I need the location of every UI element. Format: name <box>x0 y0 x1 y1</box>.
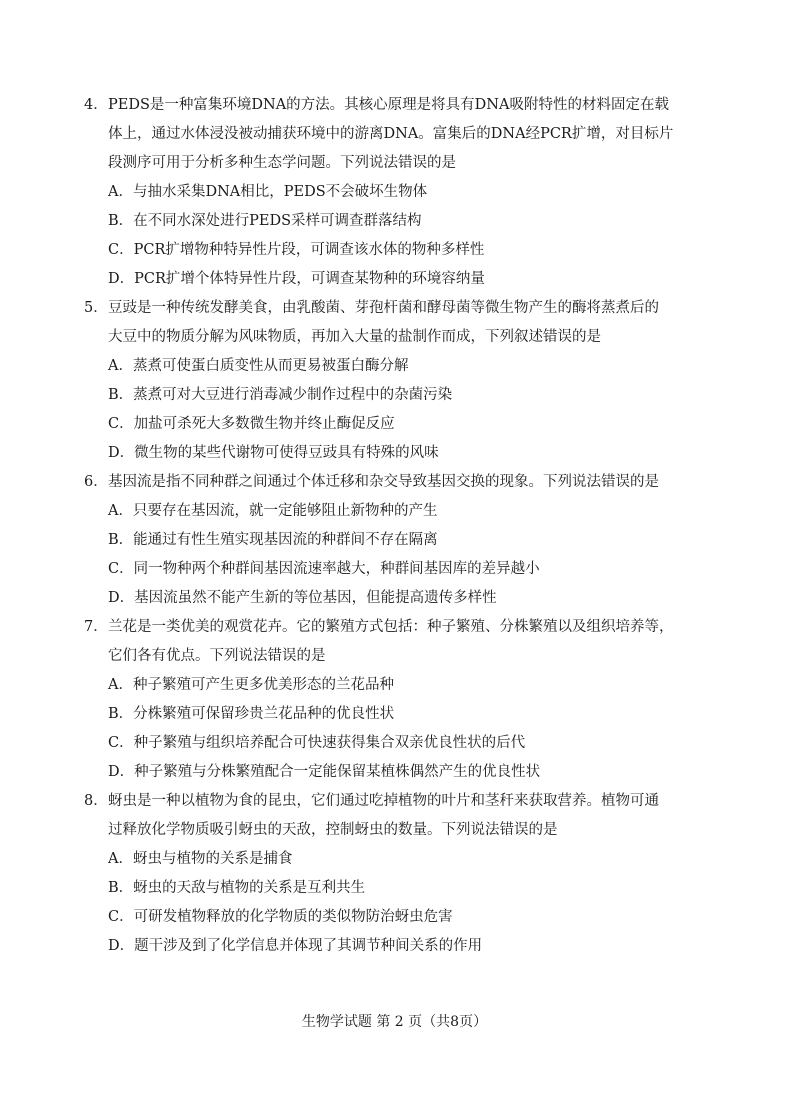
option-d: D．微生物的某些代谢物可使得豆豉具有特殊的风味 <box>108 445 439 461</box>
option-d: D．基因流虽然不能产生新的等位基因，但能提高遗传多样性 <box>108 590 497 606</box>
option-b: B．蚜虫的天敌与植物的关系是互利共生 <box>108 880 366 896</box>
option-b: B．在不同水深处进行PEDS采样可调查群落结构 <box>108 213 422 229</box>
question-4 <box>84 91 714 294</box>
question-number: 6． <box>84 474 108 490</box>
question-stem-line: 大豆中的物质分解为风味物质，再加入大量的盐制作而成，下列叙述错误的是 <box>108 329 601 345</box>
option-a: A．蒸煮可使蛋白质变性从而更易被蛋白酶分解 <box>108 358 409 374</box>
question-stem-line: 兰花是一类优美的观赏花卉。它的繁殖方式包括：种子繁殖、分株繁殖以及组织培养等， <box>108 619 674 635</box>
option-d: D．题干涉及到了化学信息并体现了其调节种间关系的作用 <box>108 938 483 954</box>
question-5 <box>84 294 714 468</box>
option-d: D．种子繁殖与分株繁殖配合一定能保留某植株偶然产生的优良性状 <box>108 764 541 780</box>
question-number: 8． <box>84 793 108 809</box>
question-6 <box>84 468 714 613</box>
question-stem-line: 体上，通过水体浸没被动捕获环境中的游离DNA。富集后的DNA经PCR扩增，对目标片 <box>108 126 674 142</box>
option-b: B．蒸煮可对大豆进行消毒减少制作过程中的杂菌污染 <box>108 387 453 403</box>
option-c: C．加盐可杀死大多数微生物并终止酶促反应 <box>108 416 395 432</box>
option-c: C．可研发植物释放的化学物质的类似物防治蚜虫危害 <box>108 909 453 925</box>
question-stem-line: 过释放化学物质吸引蚜虫的天敌，控制蚜虫的数量。下列说法错误的是 <box>108 822 558 838</box>
question-number: 7． <box>84 619 108 635</box>
option-a: A．蚜虫与植物的关系是捕食 <box>108 851 293 867</box>
option-a: A．只要存在基因流，就一定能够阻止新物种的产生 <box>108 503 438 519</box>
option-c: C．同一物种两个种群间基因流速率越大，种群间基因库的差异越小 <box>108 561 540 577</box>
question-list <box>84 91 714 961</box>
option-d: D．PCR扩增个体特异性片段，可调查某物种的环境容纳量 <box>108 271 485 287</box>
question-stem-line: 段测序可用于分析多种生态学问题。下列说法错误的是 <box>108 155 456 171</box>
question-stem-line: 豆豉是一种传统发酵美食，由乳酸菌、芽孢杆菌和酵母菌等微生物产生的酶将蒸煮后的 <box>108 300 659 316</box>
option-c: C．PCR扩增物种特异性片段，可调查该水体的物种多样性 <box>108 242 485 258</box>
question-stem-line: 蚜虫是一种以植物为食的昆虫，它们通过吃掉植物的叶片和茎秆来获取营养。植物可通 <box>108 793 659 809</box>
option-b: B．能通过有性生殖实现基因流的种群间不存在隔离 <box>108 532 438 548</box>
option-a: A．与抽水采集DNA相比，PEDS不会破坏生物体 <box>108 184 428 200</box>
question-7 <box>84 613 714 787</box>
question-number: 4． <box>84 97 108 113</box>
question-8 <box>84 787 714 961</box>
page-footer: 生物学试题 第 2 页（共8页） <box>301 1014 488 1030</box>
question-stem-line: PEDS是一种富集环境DNA的方法。其核心原理是将具有DNA吸附特性的材料固定在载 <box>108 97 669 113</box>
option-b: B．分株繁殖可保留珍贵兰花品种的优良性状 <box>108 706 395 722</box>
option-a: A．种子繁殖可产生更多优美形态的兰花品种 <box>108 677 394 693</box>
question-stem-line: 基因流是指不同种群之间通过个体迁移和杂交导致基因交换的现象。下列说法错误的是 <box>108 474 659 490</box>
question-number: 5． <box>84 300 108 316</box>
question-stem-line: 它们各有优点。下列说法错误的是 <box>108 648 326 664</box>
option-c: C．种子繁殖与组织培养配合可快速获得集合双亲优良性状的后代 <box>108 735 526 751</box>
